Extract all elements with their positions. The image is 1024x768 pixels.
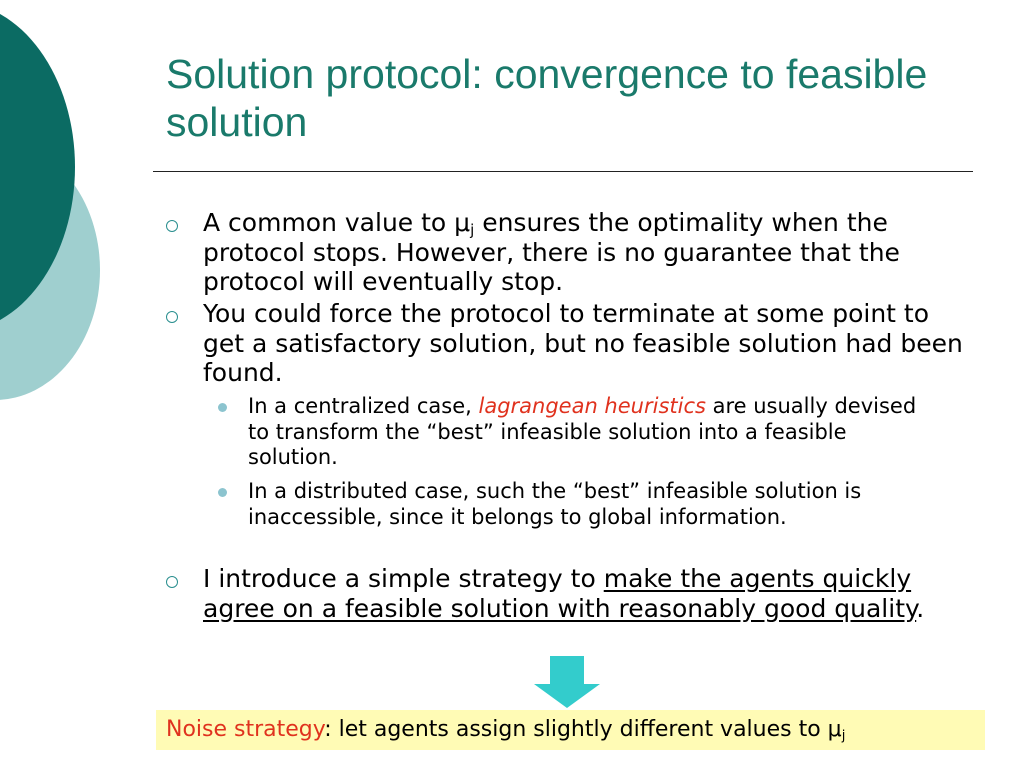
callout-subscript: j xyxy=(841,728,846,744)
callout-text: : let agents assign slightly different values to μ xyxy=(324,717,842,742)
callout-highlight: Noise strategy xyxy=(166,717,325,742)
dot-bullet-icon xyxy=(218,403,227,412)
subbullet-1-text-b: are usually devised to transform the “best” infeasible solution into a feasible solution. xyxy=(248,394,917,469)
noise-strategy-callout xyxy=(156,710,985,750)
bullet-3-text-a: I introduce a simple strategy to xyxy=(203,564,604,593)
bullet-1 xyxy=(203,208,923,297)
hollow-circle-bullet-icon xyxy=(166,576,178,588)
slide-title: Solution protocol: convergence to feasible solution xyxy=(166,51,928,145)
hollow-circle-bullet-icon xyxy=(166,220,178,232)
hollow-circle-bullet-icon xyxy=(166,311,178,323)
title-divider xyxy=(153,171,973,172)
bullet-3-underlined: make the agents quickly agree on a feasible solution with reasonably good quality xyxy=(203,564,917,623)
bullet-3-text-b: . xyxy=(916,593,925,623)
subbullet-1-text-a: In a centralized case, xyxy=(248,394,479,418)
bullet-1-text-a: A common value to μ xyxy=(203,208,471,237)
dot-bullet-icon xyxy=(218,488,227,497)
bullet-3 xyxy=(203,564,973,623)
bullet-1-text-b: ensures the optimality when the protocol stops. However, there is no guarantee that the protocol will eventually stop. xyxy=(203,208,900,296)
bullet-2: You could force the protocol to terminate at some point to get a satisfactory solution, but no feasible solution had been found. xyxy=(203,299,963,387)
subbullet-1 xyxy=(248,394,928,471)
bullet-1-subscript: j xyxy=(470,220,475,239)
down-arrow-icon xyxy=(534,656,600,708)
lagrangean-heuristics-highlight: lagrangean heuristics xyxy=(478,394,706,418)
subbullet-2: In a distributed case, such the “best” infeasible solution is inaccessible, since it belongs to global information. xyxy=(248,479,862,529)
